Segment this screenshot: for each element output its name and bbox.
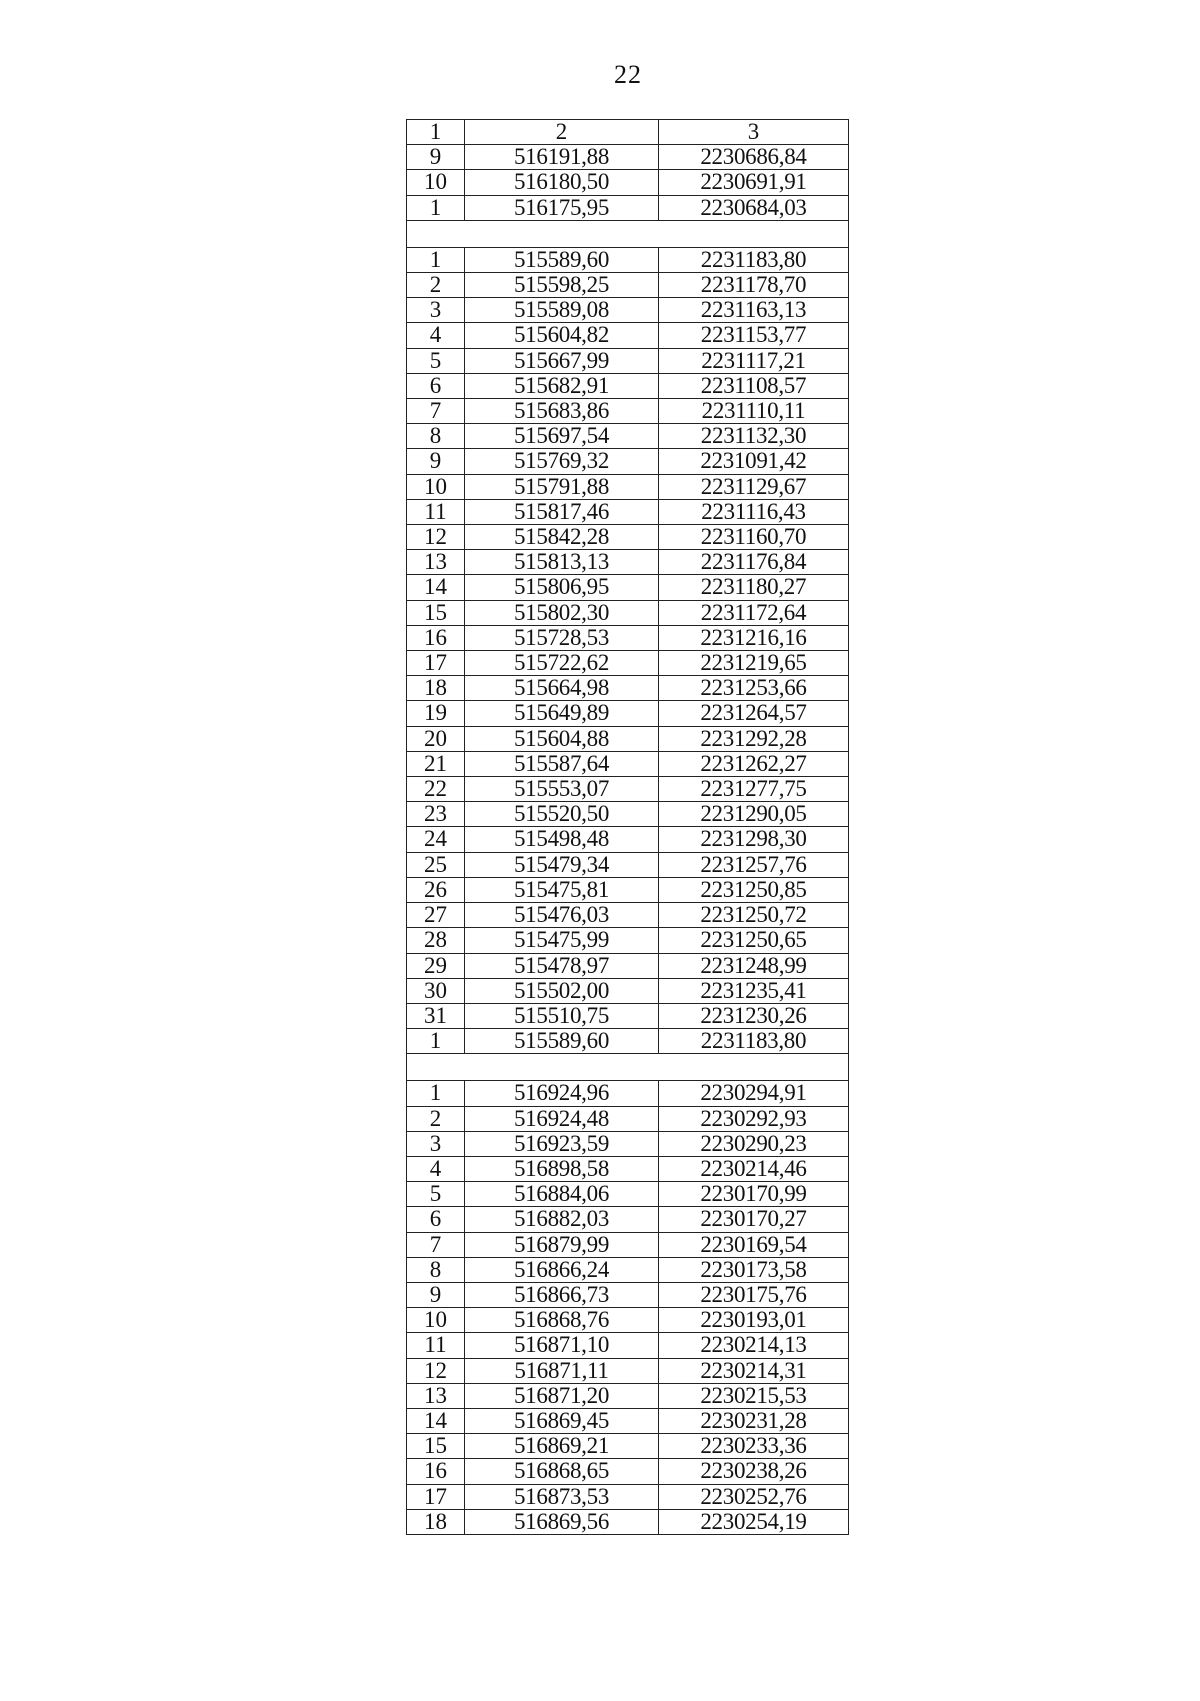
- point-number-cell: 29: [407, 953, 465, 978]
- table-row: [407, 1308, 849, 1333]
- point-number-cell: 20: [407, 726, 465, 751]
- table-row: [407, 1484, 849, 1509]
- y-coordinate-cell: 2230214,46: [659, 1156, 849, 1181]
- point-number-cell: 13: [407, 1383, 465, 1408]
- x-coordinate-cell: 515813,13: [465, 550, 659, 575]
- table-row: [407, 348, 849, 373]
- y-coordinate-cell: 2231248,99: [659, 953, 849, 978]
- table-row: [407, 1434, 849, 1459]
- x-coordinate-cell: 515682,91: [465, 373, 659, 398]
- y-coordinate-cell: 2230254,19: [659, 1509, 849, 1534]
- y-coordinate-cell: 2230170,27: [659, 1207, 849, 1232]
- coordinates-table: [406, 119, 849, 1535]
- y-coordinate-cell: 2230233,36: [659, 1434, 849, 1459]
- table-row: [407, 877, 849, 902]
- table-row: [407, 701, 849, 726]
- y-coordinate-cell: 2231250,65: [659, 928, 849, 953]
- y-coordinate-cell: 2231117,21: [659, 348, 849, 373]
- x-coordinate-cell: 516191,88: [465, 145, 659, 170]
- table-row: [407, 1333, 849, 1358]
- table-row: [407, 1257, 849, 1282]
- point-number-cell: 1: [407, 1081, 465, 1106]
- table-row: [407, 1509, 849, 1534]
- x-coordinate-cell: 515479,34: [465, 852, 659, 877]
- x-coordinate-cell: 516175,95: [465, 195, 659, 220]
- point-number-cell: 18: [407, 676, 465, 701]
- table-row: [407, 903, 849, 928]
- x-coordinate-cell: 516869,56: [465, 1509, 659, 1534]
- y-coordinate-cell: 2231132,30: [659, 424, 849, 449]
- x-coordinate-cell: 515520,50: [465, 802, 659, 827]
- table-row: [407, 298, 849, 323]
- point-number-cell: 14: [407, 1408, 465, 1433]
- x-coordinate-cell: 516879,99: [465, 1232, 659, 1257]
- section-separator-cell: [407, 220, 849, 247]
- point-number-cell: 3: [407, 1131, 465, 1156]
- x-coordinate-cell: 515664,98: [465, 676, 659, 701]
- x-coordinate-cell: 515589,60: [465, 247, 659, 272]
- table-row: [407, 827, 849, 852]
- y-coordinate-cell: 2231257,76: [659, 852, 849, 877]
- point-number-cell: 8: [407, 1257, 465, 1282]
- point-number-cell: 7: [407, 399, 465, 424]
- y-coordinate-cell: 2230170,99: [659, 1182, 849, 1207]
- table-row: [407, 399, 849, 424]
- x-coordinate-cell: 516873,53: [465, 1484, 659, 1509]
- point-number-cell: 7: [407, 1232, 465, 1257]
- point-number-cell: 11: [407, 499, 465, 524]
- x-coordinate-cell: 515817,46: [465, 499, 659, 524]
- y-coordinate-cell: 2231250,85: [659, 877, 849, 902]
- table-row: [407, 550, 849, 575]
- point-number-cell: 13: [407, 550, 465, 575]
- point-number-cell: 17: [407, 651, 465, 676]
- table-row: [407, 777, 849, 802]
- y-coordinate-cell: 2230290,23: [659, 1131, 849, 1156]
- point-number-cell: 1: [407, 247, 465, 272]
- table-row: [407, 1182, 849, 1207]
- point-number-cell: 18: [407, 1509, 465, 1534]
- x-coordinate-cell: 516869,21: [465, 1434, 659, 1459]
- point-number-cell: 30: [407, 978, 465, 1003]
- section-separator-cell: [407, 1054, 849, 1081]
- point-number-cell: 9: [407, 449, 465, 474]
- y-coordinate-cell: 2230238,26: [659, 1459, 849, 1484]
- point-number-cell: 12: [407, 525, 465, 550]
- point-number-cell: 16: [407, 1459, 465, 1484]
- y-coordinate-cell: 2231172,64: [659, 600, 849, 625]
- table-row: [407, 953, 849, 978]
- x-coordinate-cell: 516871,20: [465, 1383, 659, 1408]
- x-coordinate-cell: 516866,73: [465, 1282, 659, 1307]
- point-number-cell: 12: [407, 1358, 465, 1383]
- table-row: [407, 273, 849, 298]
- x-coordinate-cell: 516882,03: [465, 1207, 659, 1232]
- x-coordinate-cell: 515802,30: [465, 600, 659, 625]
- x-coordinate-cell: 516866,24: [465, 1257, 659, 1282]
- point-number-cell: 5: [407, 1182, 465, 1207]
- table-row: [407, 195, 849, 220]
- point-number-cell: 23: [407, 802, 465, 827]
- point-number-cell: 27: [407, 903, 465, 928]
- point-number-cell: 26: [407, 877, 465, 902]
- point-number-cell: 31: [407, 1003, 465, 1028]
- y-coordinate-cell: 2231298,30: [659, 827, 849, 852]
- x-coordinate-cell: 515589,60: [465, 1029, 659, 1054]
- x-coordinate-cell: 516869,45: [465, 1408, 659, 1433]
- y-coordinate-cell: 2231108,57: [659, 373, 849, 398]
- x-coordinate-cell: 515604,82: [465, 323, 659, 348]
- point-number-cell: 5: [407, 348, 465, 373]
- coordinates-table-body: [407, 120, 849, 1535]
- x-coordinate-cell: 516868,76: [465, 1308, 659, 1333]
- table-row: [407, 1003, 849, 1028]
- y-coordinate-cell: 2230252,76: [659, 1484, 849, 1509]
- table-row: [407, 1207, 849, 1232]
- x-coordinate-cell: 515475,81: [465, 877, 659, 902]
- y-coordinate-cell: 2231180,27: [659, 575, 849, 600]
- point-number-cell: 1: [407, 195, 465, 220]
- y-coordinate-cell: 2231178,70: [659, 273, 849, 298]
- x-coordinate-cell: 516884,06: [465, 1182, 659, 1207]
- x-coordinate-cell: 515791,88: [465, 474, 659, 499]
- y-coordinate-cell: 2230175,76: [659, 1282, 849, 1307]
- y-coordinate-cell: 2231264,57: [659, 701, 849, 726]
- point-number-cell: 10: [407, 474, 465, 499]
- table-row: [407, 625, 849, 650]
- table-header-row: [407, 120, 849, 145]
- x-coordinate-cell: 515478,97: [465, 953, 659, 978]
- y-coordinate-cell: 2230215,53: [659, 1383, 849, 1408]
- x-coordinate-cell: 515476,03: [465, 903, 659, 928]
- x-coordinate-cell: 515604,88: [465, 726, 659, 751]
- y-coordinate-cell: 2231250,72: [659, 903, 849, 928]
- y-coordinate-cell: 2230684,03: [659, 195, 849, 220]
- point-number-cell: 25: [407, 852, 465, 877]
- point-number-cell: 6: [407, 373, 465, 398]
- point-number-cell: 11: [407, 1333, 465, 1358]
- point-number-cell: 28: [407, 928, 465, 953]
- x-coordinate-cell: 516871,10: [465, 1333, 659, 1358]
- y-coordinate-cell: 2231216,16: [659, 625, 849, 650]
- y-coordinate-cell: 2231176,84: [659, 550, 849, 575]
- x-coordinate-cell: 515502,00: [465, 978, 659, 1003]
- point-number-cell: 2: [407, 273, 465, 298]
- table-row: [407, 928, 849, 953]
- table-row: [407, 1459, 849, 1484]
- y-coordinate-cell: 2231129,67: [659, 474, 849, 499]
- table-row: [407, 1106, 849, 1131]
- point-number-cell: 24: [407, 827, 465, 852]
- y-coordinate-cell: 2230193,01: [659, 1308, 849, 1333]
- x-coordinate-cell: 515683,86: [465, 399, 659, 424]
- point-number-cell: 4: [407, 1156, 465, 1181]
- section-separator-row: [407, 220, 849, 247]
- y-coordinate-cell: 2230292,93: [659, 1106, 849, 1131]
- table-row: [407, 170, 849, 195]
- x-coordinate-cell: 515553,07: [465, 777, 659, 802]
- y-coordinate-cell: 2231183,80: [659, 247, 849, 272]
- y-coordinate-cell: 2231230,26: [659, 1003, 849, 1028]
- table-row: [407, 1131, 849, 1156]
- point-number-cell: 16: [407, 625, 465, 650]
- x-coordinate-cell: 515598,25: [465, 273, 659, 298]
- table-row: [407, 676, 849, 701]
- table-row: [407, 1081, 849, 1106]
- table-row: [407, 373, 849, 398]
- point-number-cell: 10: [407, 1308, 465, 1333]
- x-coordinate-cell: 515697,54: [465, 424, 659, 449]
- y-coordinate-cell: 2230214,31: [659, 1358, 849, 1383]
- table-row: [407, 499, 849, 524]
- x-coordinate-cell: 516868,65: [465, 1459, 659, 1484]
- point-number-cell: 9: [407, 145, 465, 170]
- y-coordinate-cell: 2230686,84: [659, 145, 849, 170]
- x-coordinate-cell: 515842,28: [465, 525, 659, 550]
- table-row: [407, 145, 849, 170]
- y-coordinate-cell: 2231262,27: [659, 751, 849, 776]
- table-row: [407, 600, 849, 625]
- point-number-cell: 19: [407, 701, 465, 726]
- point-number-cell: 3: [407, 298, 465, 323]
- x-coordinate-cell: 515649,89: [465, 701, 659, 726]
- point-number-cell: 15: [407, 600, 465, 625]
- table-row: [407, 751, 849, 776]
- table-row: [407, 1358, 849, 1383]
- x-coordinate-cell: 515769,32: [465, 449, 659, 474]
- header-cell-point: 1: [407, 120, 465, 145]
- y-coordinate-cell: 2230173,58: [659, 1257, 849, 1282]
- table-row: [407, 525, 849, 550]
- point-number-cell: 17: [407, 1484, 465, 1509]
- x-coordinate-cell: 515510,75: [465, 1003, 659, 1028]
- y-coordinate-cell: 2230214,13: [659, 1333, 849, 1358]
- header-cell-y: 3: [659, 120, 849, 145]
- point-number-cell: 2: [407, 1106, 465, 1131]
- x-coordinate-cell: 515722,62: [465, 651, 659, 676]
- y-coordinate-cell: 2231183,80: [659, 1029, 849, 1054]
- x-coordinate-cell: 515806,95: [465, 575, 659, 600]
- y-coordinate-cell: 2231235,41: [659, 978, 849, 1003]
- y-coordinate-cell: 2231110,11: [659, 399, 849, 424]
- y-coordinate-cell: 2231290,05: [659, 802, 849, 827]
- y-coordinate-cell: 2231160,70: [659, 525, 849, 550]
- point-number-cell: 14: [407, 575, 465, 600]
- table-row: [407, 978, 849, 1003]
- table-row: [407, 449, 849, 474]
- x-coordinate-cell: 516924,48: [465, 1106, 659, 1131]
- x-coordinate-cell: 515475,99: [465, 928, 659, 953]
- table-row: [407, 1282, 849, 1307]
- header-cell-x: 2: [465, 120, 659, 145]
- x-coordinate-cell: 515589,08: [465, 298, 659, 323]
- y-coordinate-cell: 2230691,91: [659, 170, 849, 195]
- y-coordinate-cell: 2231116,43: [659, 499, 849, 524]
- point-number-cell: 9: [407, 1282, 465, 1307]
- y-coordinate-cell: 2231219,65: [659, 651, 849, 676]
- y-coordinate-cell: 2231091,42: [659, 449, 849, 474]
- table-row: [407, 474, 849, 499]
- x-coordinate-cell: 516923,59: [465, 1131, 659, 1156]
- y-coordinate-cell: 2231163,13: [659, 298, 849, 323]
- x-coordinate-cell: 516871,11: [465, 1358, 659, 1383]
- table-row: [407, 323, 849, 348]
- point-number-cell: 4: [407, 323, 465, 348]
- x-coordinate-cell: 516898,58: [465, 1156, 659, 1181]
- table-row: [407, 802, 849, 827]
- y-coordinate-cell: 2231292,28: [659, 726, 849, 751]
- point-number-cell: 10: [407, 170, 465, 195]
- x-coordinate-cell: 515667,99: [465, 348, 659, 373]
- point-number-cell: 1: [407, 1029, 465, 1054]
- table-row: [407, 1156, 849, 1181]
- table-row: [407, 651, 849, 676]
- table-row: [407, 575, 849, 600]
- table-row: [407, 1408, 849, 1433]
- section-separator-row: [407, 1054, 849, 1081]
- table-row: [407, 726, 849, 751]
- y-coordinate-cell: 2231253,66: [659, 676, 849, 701]
- point-number-cell: 8: [407, 424, 465, 449]
- y-coordinate-cell: 2230294,91: [659, 1081, 849, 1106]
- y-coordinate-cell: 2230169,54: [659, 1232, 849, 1257]
- y-coordinate-cell: 2230231,28: [659, 1408, 849, 1433]
- point-number-cell: 21: [407, 751, 465, 776]
- table-row: [407, 1383, 849, 1408]
- page-number: 22: [614, 60, 642, 89]
- x-coordinate-cell: 516180,50: [465, 170, 659, 195]
- x-coordinate-cell: 515498,48: [465, 827, 659, 852]
- table-row: [407, 424, 849, 449]
- x-coordinate-cell: 515587,64: [465, 751, 659, 776]
- x-coordinate-cell: 515728,53: [465, 625, 659, 650]
- point-number-cell: 22: [407, 777, 465, 802]
- y-coordinate-cell: 2231153,77: [659, 323, 849, 348]
- table-row: [407, 1232, 849, 1257]
- table-row: [407, 1029, 849, 1054]
- table-row: [407, 247, 849, 272]
- x-coordinate-cell: 516924,96: [465, 1081, 659, 1106]
- point-number-cell: 15: [407, 1434, 465, 1459]
- point-number-cell: 6: [407, 1207, 465, 1232]
- table-row: [407, 852, 849, 877]
- y-coordinate-cell: 2231277,75: [659, 777, 849, 802]
